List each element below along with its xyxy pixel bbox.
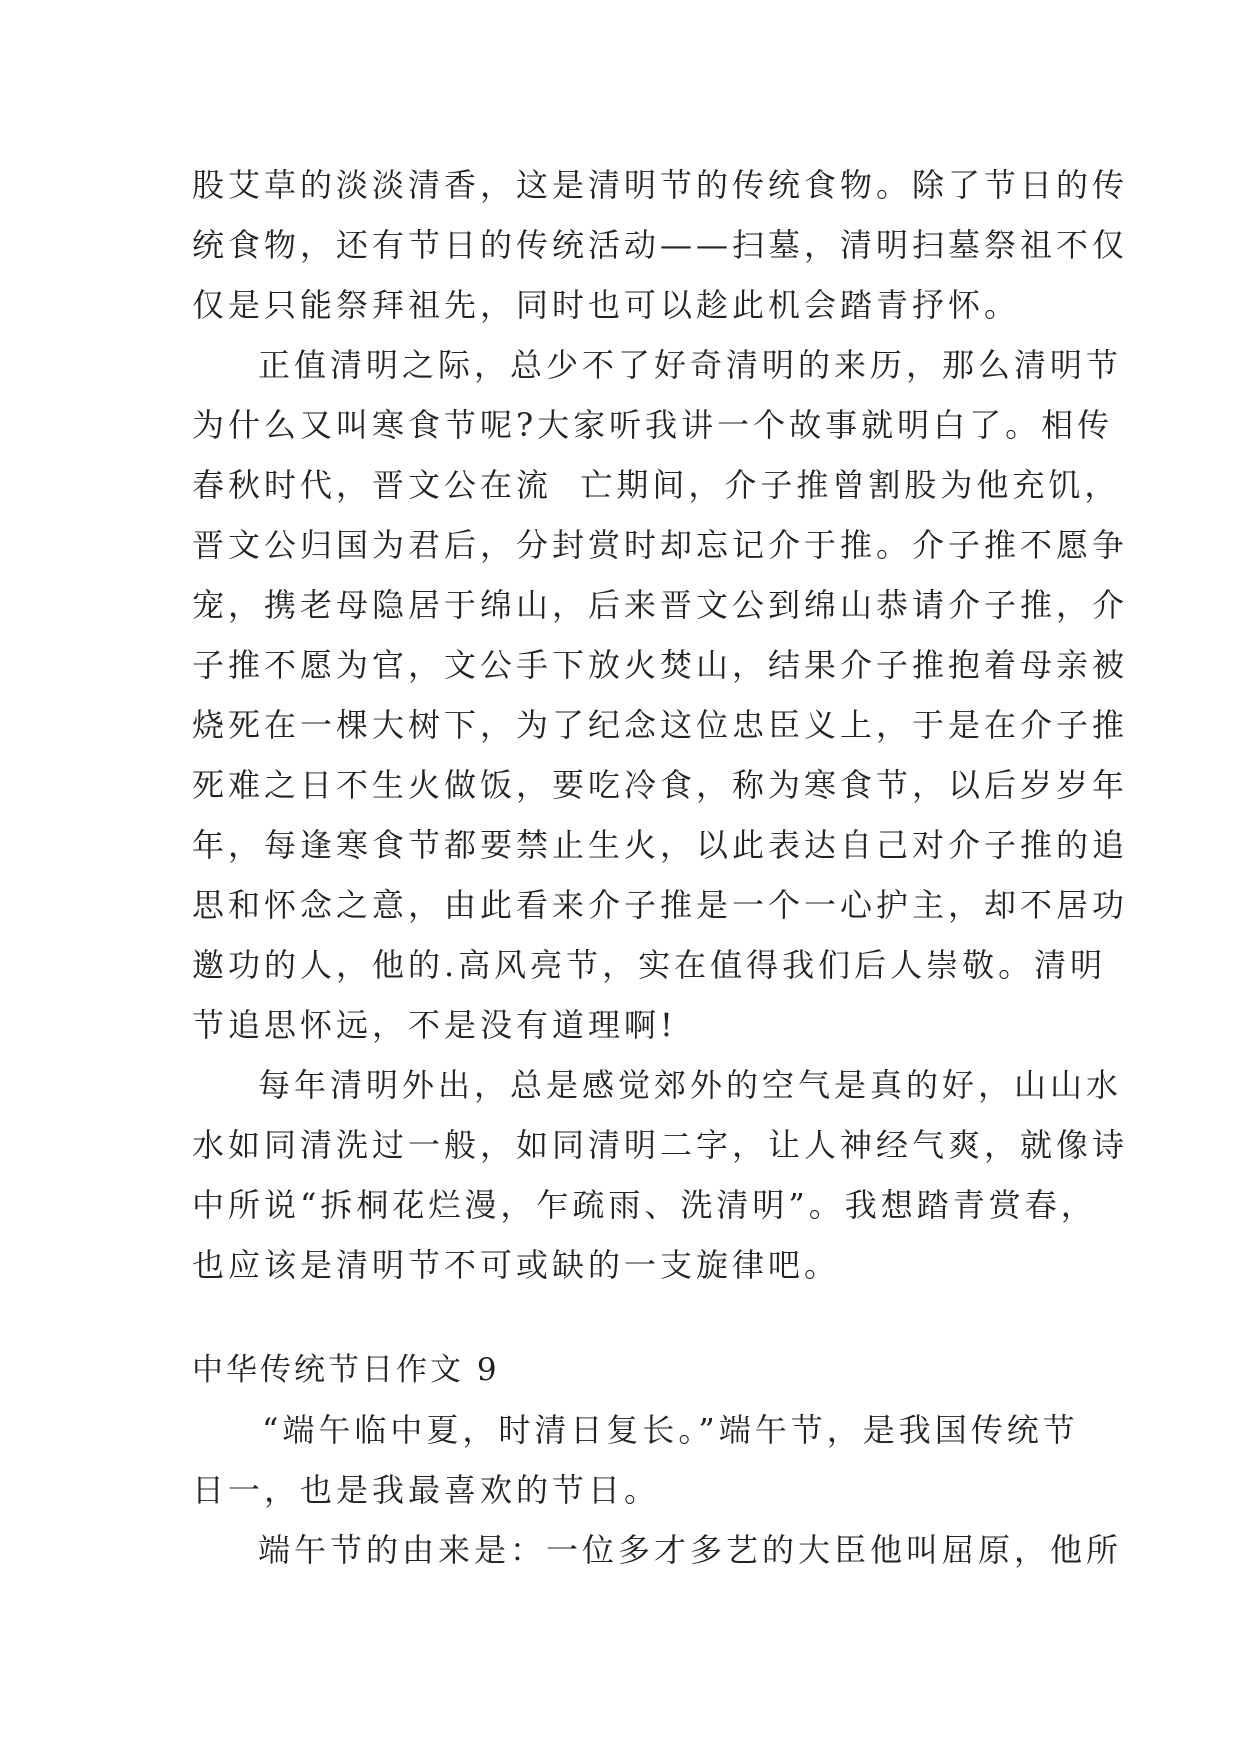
- text-line: 思和怀念之意，由此看来介子推是一个一心护主，却不居功: [192, 886, 1129, 924]
- text-line: 日一，也是我最喜欢的节日。: [192, 1471, 661, 1509]
- text-line: 水如同清洗过一般，如同清明二字，让人神经气爽，就像诗: [192, 1126, 1129, 1164]
- text-line: 宠，携老母隐居于绵山，后来晋文公到绵山恭请介子推，介: [192, 586, 1129, 624]
- text-line: 端午节的由来是：一位多才多艺的大臣他叫屈原，他所: [258, 1531, 1123, 1569]
- text-line: 子推不愿为官，文公手下放火焚山，结果介子推抱着母亲被: [192, 646, 1129, 684]
- text-line: “端午临中夏，时清日复长。”端午节，是我国传统节: [262, 1411, 1079, 1449]
- text-line: 正值清明之际，总少不了好奇清明的来历，那么清明节: [258, 346, 1123, 384]
- text-line: 仅是只能祭拜祖先，同时也可以趁此机会踏青抒怀。: [192, 286, 1021, 324]
- text-line: 统食物，还有节日的传统活动——扫墓，清明扫墓祭祖不仅: [192, 226, 1129, 264]
- text-line: 年，每逢寒食节都要禁止生火，以此表达自己对介子推的追: [192, 826, 1129, 864]
- text-line: 中所说“拆桐花烂漫，乍疏雨、洗清明”。我想踏青赏春，: [192, 1186, 1097, 1224]
- text-line: 为什么又叫寒食节呢?大家听我讲一个故事就明白了。相传: [192, 406, 1114, 444]
- text-line: 股艾草的淡淡清香，这是清明节的传统食物。除了节日的传: [192, 166, 1129, 204]
- text-line: 死难之日不生火做饭，要吃冷食，称为寒食节，以后岁岁年: [192, 766, 1129, 804]
- section-title: 中华传统节日作文 9: [192, 1352, 500, 1388]
- text-line: 节追思怀远，不是没有道理啊!: [192, 1006, 677, 1044]
- text-line: 也应该是清明节不可或缺的一支旋律吧。: [192, 1246, 841, 1284]
- text-line: 邀功的人，他的.高风亮节，实在值得我们后人崇敬。清明: [192, 946, 1107, 984]
- text-line: 烧死在一棵大树下，为了纪念这位忠臣义上，于是在介子推: [192, 706, 1129, 744]
- text-line: 春秋时代，晋文公在流 亡期间，介子推曾割股为他充饥，: [192, 466, 1121, 504]
- text-line: 晋文公归国为君后，分封赏时却忘记介于推。介子推不愿争: [192, 526, 1129, 564]
- text-line: 每年清明外出，总是感觉郊外的空气是真的好，山山水: [258, 1066, 1123, 1104]
